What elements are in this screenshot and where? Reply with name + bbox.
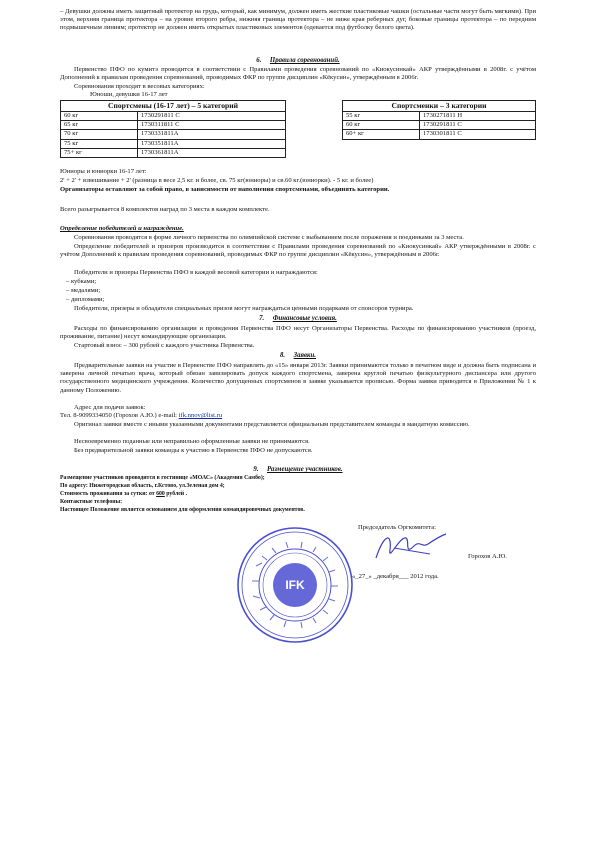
weight-cell: 65 кг — [61, 121, 138, 130]
section-8-number: 8. — [280, 352, 286, 359]
section-9-number: 9. — [253, 466, 259, 473]
winners-par-1: Соревнования проводятся в форме личного первенства по олимпийской системе с выбыванием после поражения и поединками за 3 места. — [74, 234, 464, 241]
winners-par-2: Определение победителей и призеров производится в соответствии с Правилами проведения соревнований по «Киокусинкай» АКР утверждёнными в 2008г. с учётом Дополнений к правилам проведения соревнований, проводимых ФКР по группе дисциплин «Кёкусин», утверждённым в 2006г. — [60, 243, 536, 259]
juniors-2-label: Юниоры и юниорки 16-17 лет: — [60, 168, 147, 175]
signature-date: «_27_» _декабря___ 2012 года. — [352, 573, 439, 580]
section-8-title: Заявки. — [293, 352, 316, 359]
male-table-header: Спортсмены (16-17 лет) – 5 категорий — [61, 101, 286, 112]
weight-intro: Соревнования проходят в весовых категориях: — [74, 83, 205, 90]
finance-paragraph: Расходы по финансированию организации и проведения Первенства ПФО несут Организаторы Первенства. Расходы по финансированию участников (проезд, проживание, питание) несут командирующие организации. — [60, 325, 536, 341]
weight-cell: 75+ кг — [61, 148, 138, 157]
accommodation-cost — [60, 491, 536, 498]
table-row — [343, 112, 536, 121]
organizers-right: Организаторы оставляют за собой право, в зависимости от наполнения спортсменами, объединять категории. — [60, 186, 390, 193]
cost-suffix: рублей . — [166, 491, 188, 497]
fee-paragraph: Стартовый взнос – 300 рублей с каждого участника Первенства. — [74, 342, 255, 349]
cost-prefix: Стоимость проживания за сутки: от — [60, 491, 155, 497]
weight-cell: 75 кг — [61, 139, 138, 148]
weight-cell: 70 кг — [61, 130, 138, 139]
section-6-number: 6. — [256, 57, 262, 64]
weigh-rule: 2' + 2' + взвешивание + 2' (разница в весе 2,5 кг. и более, св. 75 кг(юниоры) и св.60 кг.(юниорки). - 5 кг. и более) — [60, 177, 374, 184]
award-medals: – медалями; — [66, 287, 101, 294]
accommodation-address: По адресу: Нижегородская область, г.Кстово, ул.Зеленая дом 4; — [60, 483, 225, 489]
winners-title — [60, 225, 536, 233]
accommodation-basis: Настоящее Положение является основанием для оформления командировочных документов. — [60, 507, 305, 513]
section-7-heading — [60, 315, 536, 323]
signature-title: Председатель Оргкомитета: — [358, 524, 436, 531]
winners-par-3: Победители и призеры Первенства ПФО в каждой весовой категории и награждаются: — [74, 269, 318, 276]
section-7-title: Финансовые условия. — [272, 315, 337, 322]
table-row — [61, 139, 286, 148]
code-cell: 1730351811А — [138, 139, 286, 148]
cost-value: 600 — [156, 491, 165, 497]
male-categories-table — [60, 100, 286, 158]
contact-line — [60, 412, 536, 420]
table-row — [61, 130, 286, 139]
section-6-heading — [60, 57, 536, 65]
rules-paragraph: Первенство ПФО по кумитэ проводится в соответствии с Правилами проведения соревнований по «Киокусинкай» АКР утверждёнными в 2008г. с учётом Дополнений к правилам проведения соревнований, проводимых ФКР по группе дисциплин «Кёкусин», утверждённым в 2006г. — [60, 66, 536, 82]
table-row — [343, 130, 536, 139]
juniors-label: Юноши, девушки 16-17 лет — [90, 91, 168, 98]
table-row — [61, 121, 286, 130]
accommodation-phones: Контактные телефоны: — [60, 499, 123, 505]
weight-cell: 60 кг — [343, 121, 420, 130]
section-8-heading — [60, 352, 536, 360]
winners-title-text: Определение победителей и награждение. — [60, 225, 184, 232]
code-cell: 1730361811А — [138, 148, 286, 157]
award-diplomas: – дипломами; — [66, 296, 105, 303]
award-cups: – кубками; — [66, 278, 97, 285]
winners-par-4: Победители, призеры и обладатели специальных призов могут награждаться ценными подарками от спонсоров турнира. — [74, 305, 414, 312]
signature-name: Горохов А.Ю. — [468, 553, 507, 560]
accommodation-hotel: Размещение участников проводится в гостинице «МОАС» (Академия Самбо); — [60, 475, 265, 481]
female-table-header: Спортсменки – 3 категории — [343, 101, 536, 112]
weight-cell: 60 кг — [61, 112, 138, 121]
original-paragraph: Оригинал заявки вместе с иными указанными документами представляется официальным представителем команды в мандатную комиссию. — [74, 421, 470, 428]
code-cell: 1730311811 С — [138, 121, 286, 130]
code-cell: 1730301811 С — [420, 130, 536, 139]
table-row — [61, 148, 286, 157]
total-sets: Всего разыгрывается 8 комплектов наград по 3 места в каждом комплекте. — [60, 206, 270, 213]
section-7-number: 7. — [259, 315, 265, 322]
table-row — [61, 112, 286, 121]
section-9-heading — [60, 466, 536, 474]
code-cell: 1730271811 Н — [420, 112, 536, 121]
signature-mark — [370, 528, 450, 566]
table-row — [343, 121, 536, 130]
weight-cell: 55 кг — [343, 112, 420, 121]
email-link[interactable]: ifk.nnov@list.ru — [178, 412, 223, 419]
late-paragraph: Несвоевременно поданные или неправильно оформленные заявки не принимаются. — [74, 438, 310, 445]
organization-stamp — [236, 526, 354, 644]
phone-text: Тел. 8-9099334050 (Горохов А.Ю.) e-mail: — [60, 412, 178, 419]
no-application-paragraph: Без предварительной заявки команды к участию в Первенстве ПФО не допускаются. — [74, 447, 313, 454]
code-cell: 1730291811 С — [138, 112, 286, 121]
protector-paragraph: – Девушки должны иметь защитный протектор на грудь, который, как минимум, должен иметь жесткие пластиковые чашки (остальные части могут быть мягкими). При этом, верхняя граница протектора – на уровне второго ребра, нижняя граница протектора – не ниже края реберных дуг, боковые границы протектора – по передним подмышечным линиям; протектор не должен иметь открытых пластиковых элементов (одевается под футболку белого цвета). — [60, 8, 536, 32]
code-cell: 1730291811 С — [420, 121, 536, 130]
application-paragraph: Предварительные заявки на участие в Первенстве ПФО направлять до «15» января 2013г. Заявки принимаются только в печатном виде и должна быть подписана и заверена личной печатью врача, который обязан завизировать допуск каждого спортсмена, заверена круглой печатью физкультурного диспансера или другого государственного медицинского учреждения. Количество допущенных спортсменов в заявке указывается прописью. Форма заявки приводится в Приложении № 1 к данному Положению. — [60, 362, 536, 394]
code-cell: 1730331811А — [138, 130, 286, 139]
address-label: Адрес для подачи заявок: — [74, 404, 146, 411]
female-categories-table — [342, 100, 536, 140]
section-6-title: Правила соревнований. — [269, 57, 340, 64]
stamp-center-text: IFK — [285, 578, 305, 592]
weight-cell: 60+ кг — [343, 130, 420, 139]
section-9-title: Размещение участников. — [267, 466, 343, 473]
